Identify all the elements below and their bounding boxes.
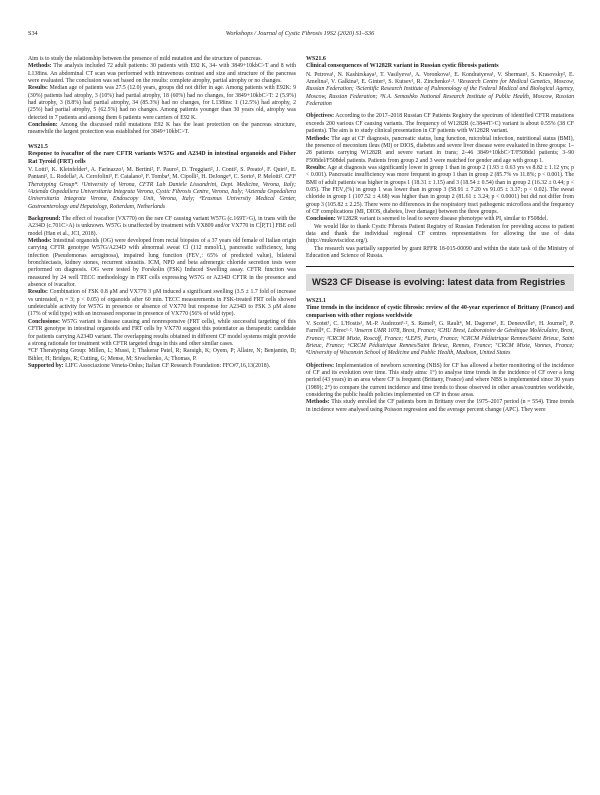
author-list: V. Lotti¹, K. Kleinfelder¹, A. Farinazzo¹, M. Bertini², F. Pauro², D. Treggiari², J. Conti², S. Preato¹, F. Quiri¹, E. Pantani², L. Rodella³, A. Cerofolini³, F. Catalano³, F. Tomba⁴, M. Cipolli², H. DeJonge⁴, C. Sorio¹, P. Melotti². <box>28 166 296 181</box>
objectives-paragraph <box>306 363 574 400</box>
background-paragraph <box>28 216 296 238</box>
conclusion-label: Conclusion: <box>28 122 58 129</box>
conclusion-text: W1282R variant is seemed to lead to severe disease phenotype with PI, similar to F508del. <box>337 216 548 223</box>
right-column <box>306 56 574 414</box>
supported-label: Supported by: <box>28 362 64 369</box>
background-label: Background: <box>28 216 61 222</box>
conclusion-paragraph <box>28 122 296 137</box>
left-column <box>28 56 296 370</box>
conclusion-text: Among the discussed mild mutations E92 K has the least protection on the pancreas structure, meanwhile the largest protection was established for 3849+10kbC>T. <box>28 122 296 136</box>
objectives-label: Objectives: <box>306 362 335 369</box>
abstract-id-ws231: WS23.1 <box>306 297 326 304</box>
theratyping-group: *CF Theratyping Group: Millen, L; Mussi, I; Thakerar Patel, R; Raraigh, K; Oyem, P; Allaire, N; Benjamin, D; Bihler, H; Bridges, R; Cutting, G; Mense, M; Sivachenko, A; Thomas, P. <box>28 348 296 362</box>
methods-paragraph <box>28 63 296 85</box>
results-paragraph <box>306 165 574 216</box>
conclusion-paragraph <box>306 216 574 223</box>
results-paragraph <box>28 289 296 318</box>
page-number: S34 <box>28 30 38 37</box>
methods-text: Intestinal organoids (OG) were developed from rectal biopsies of a 37 years old female of Italian origin carrying CFTR genotype W57G/A234D with abnormal sweat Cl (112 mmol/L), pancreatic sufficiency, lung infection (Pseudomonas aeruginosa), impaired lung function (FEV₁: 65% of predicted value), bilateral bronchiectasis, kidney stones, recurrent sinusitis. ICM, NPD and beta adrenergic chloride secretion tests were performed on diagnosis. OG were tested by Forskolin (FSK) Induced Swelling assay. CFTR function was measured by 24 well TECC methodology in FRT cells expressing W57G or A234D CFTR in the presence and absence of ivacaftor. <box>28 238 296 289</box>
abstract-title-ws231: Time trends in the incidence of cystic fibrosis: review of the 40-year experience of Brittany (France) and comparison with other regions worldwide <box>306 305 574 319</box>
methods-label: Methods: <box>306 135 330 142</box>
workshop-heading: WS23 CF Disease is evolving: latest data from Registries <box>312 276 566 288</box>
methods-text: The age at CF diagnosis, pancreatic status, lung function, microbial infection, nutritional status (BMI), the presence of meconium ileus (MI) or DIOS, diabetes and severe liver disease were evaluated in three groups: 1–28 patients carrying W1282R and severe variant in trans; 2–46 3849+10kbC>T/F508del patients; 3–90 F508del/F508del patients. Patients from group 2 and 3 were matched for gender and age with group 1. <box>306 135 574 164</box>
affiliations: ¹Research Centre for Medical Genetics, Moscow, Russian Federation; ²Scientific Research Institute of Pulmonology of the Federal Medical and Biological Agency, Moscow, Russian Federation; ³N.A. Semashko National Research Institute of Public Health, Moscow, Russian Federation <box>306 79 575 108</box>
supported-paragraph <box>28 363 296 370</box>
results-text: Median age of patients was 27.5 (12.0) years, groups did not differ in age. Among patients with E92K: 9 (30%) patients had atrophy, 3 (10%) had partial atrophy, 18 (60%) had no changes, for 3849+10kbC>T: 2 (5.9%) had atrophy, 3 (8.8%) had partial atrophy, 34 (85.3%) had no changes, for L138ins: 1 (12.5%) had atrophy, 2 (25%) had partial atrophy, 5 (62.5%) had no changes. Among patients younger than 30 years old, atrophy was detected in 7 patients and among them 6 patients were carriers of E92 K. <box>28 85 296 121</box>
section-divider <box>306 266 574 267</box>
methods-label: Methods: <box>28 238 52 245</box>
abstract-title-ws216: Clinical consequences of W1282R variant in Russian cystic fibrosis patients <box>306 63 499 70</box>
results-label: Results: <box>28 85 48 92</box>
authors-ws231 <box>306 321 574 358</box>
running-title: Workshops / Journal of Cystic Fibrosis 19S2 (2020) S1–S36 <box>225 30 375 37</box>
author-list: N. Petrova¹, N. Kashirskaya¹, T. Vasilyeva¹, A. Voronkova¹, E. Kondratyeva¹, V. Sherman¹, S. Krasovsky², E. Amelina², V. Galkina³, E. Ginter¹, S. Kutsev¹, R. Zinchenko¹·³. <box>306 71 574 86</box>
objectives-label: Objectives: <box>306 113 335 120</box>
results-paragraph <box>28 85 296 122</box>
methods-paragraph <box>306 399 574 414</box>
objectives-text: Implementation of newborn screening (NBS) for CF has allowed a better monitoring of the incidence of CF and its evolution over time. This study aims: 1°) to analyse time trends in the incidence of CF over a long period (43 years) in an area where CF is frequent (Brittany, France) and where NBS is implemented since 30 years (1989); 2°) to compare the current incidence and time trends to those observed in other areas/countries worldwide, considering the public health policies implemented on CF in those areas. <box>306 362 574 399</box>
results-label: Results: <box>306 164 326 171</box>
objectives-text: According to the 2017–2018 Russian CF Patients Registry the spectrum of identified CFTR mutations exceeds 200 various CF causing variants. The frequency of W1282R (c.3844T>C) variant is about 0.55% (38 CF patients). The aim is to study clinical presentation in CF patients with W1282R variant. <box>306 113 574 135</box>
supported-text: LIFC Associazione Veneta-Onlus; Italian CF Research Foundation: FFC#7,16,13(2018). <box>65 362 271 369</box>
authors-ws216 <box>306 72 574 109</box>
page-header <box>28 30 572 42</box>
methods-text: The analysis included 72 adult patients: 30 patients with E92 K, 34- with 3849+10kbC>T and 8 with L138ins. An abdominal CT scan was performed with intravenous contrast and size and structure of the pancreas were evaluated. The conclusion was set based on the results: complete atrophy, partial atrophy or no changes. <box>28 63 296 85</box>
affiliations: CFF Theratyping Group*. ¹University of Verona, CFTR Lab Daniele Lissandrini, Dept. Medicine, Verona, Italy; ²Azienda Ospedaliera Universitaria Integrata Verona, Cystic Fibrosis Centre, Verona, Italy; ³Azienda Ospedaliera Universitaria Integrata Verona, Endoscopy Unit, Verona, Italy; ⁴Erasmus University Medical Center, Gastroenterology and Hepatology, Rotterdam, Netherlands <box>28 174 296 210</box>
conclusions-label: Conclusions: <box>28 318 60 325</box>
workshop-heading-box <box>306 274 574 291</box>
abstract-title-ws215: Response to ivacaftor of the rare CFTR variants W57G and A234D in intestinal organoids and Fisher Rat Tyroid (FRT) cells <box>28 151 296 165</box>
results-text: Combination of FSK 0.8 μM and VX770 3 μM induced a significant swelling (3.5 ± 1.7 fold of increase vs untreated, n = 3; p < 0.05) of organoids after 60 min. TECC measurements in FSK-treated FRT cells showed undetectable activity for W57G in presence or absence of VX770 but response for A234D to FSK 3 μM alone (17% of wild type) with an increased response in presence of VX770 (56% of wild type). <box>28 289 296 318</box>
abstract-id-ws215: WS21.5 <box>28 143 48 150</box>
conclusions-text: W57G variant is disease causing and nonresponsive (FRT cells), while successful targeting of this CFTR genotype in intestinal organoids and FRT cells by VX770 suggest this potentiator as therapeutic candidate for patients carrying A234D variant. The overlapping results obtained in different CF model systems might provide a strong rationale for treatment with CFTR targeted drugs in this and other similar cases. <box>28 318 296 347</box>
affiliations: ¹Inserm UMR 1078, Brest, France; ²CHU Brest, Laboratoire de Génétique Moléculaire, Brest, France; ³CRCM Mixte, Roscoff, France; ⁴LEPS, Paris, France; ⁵CRCM Pédiatrique Rennes/Saint Brieuc, Saint Brieuc, France; ⁶CRCM Pédiatrique Rennes/Saint Brieuc, Rennes, France; ⁷CRCM Mixte, Vannes, France; ⁸University of Wisconsin School of Medicine and Public Health, Madison, United States <box>306 328 574 357</box>
methods-paragraph <box>306 136 574 165</box>
acknowledgement-paragraph: We would like to thank Cystic Fibrosis Patient Registry of Russian Federation for providing access to patient data and thank the individual regional CF centres representatives for allowing the use of data (http://mukoviscidoz.org/). <box>306 223 574 245</box>
conclusion-label: Conclusion: <box>306 216 336 223</box>
objectives-paragraph <box>306 113 574 135</box>
funding-paragraph: The research was partially supported by grant RFFR 18-015-00090 and within the state task of the Ministry of Education and Science of Russia. <box>306 245 574 259</box>
methods-text: This study enrolled the CF patients born in Brittany over the 1975–2017 period (n = 554). Time trends in incidence were analysed using Poisson regression and the average percent change (APC). They were <box>306 399 574 413</box>
background-text: The effect of ivacaftor (VX770) on the rare CF causing variant W57G (c.169T>G), in trans with the A234D (c.701C>A) is unknown. W57G is unaffected by treatment with VX809 and/or VX770 in C[P,T1] FBE cell model (Han et al., JCI, 2018). <box>28 216 296 237</box>
methods-paragraph <box>28 238 296 289</box>
abstract-id-ws216: WS21.6 <box>306 56 326 62</box>
intro-paragraph: Aim is to study the relationship between the presence of mild mutation and the structure of pancreas. <box>28 56 262 62</box>
author-list: V. Scotet¹, C. L'Hostis¹, M.-P. Audrezet¹·², S. Ramel³, G. Rault⁴, M. Dagorne⁵, E. Deneuville⁶, H. Journel⁷, P. Farrell⁸, C. Férec¹·². <box>306 321 574 335</box>
methods-label: Methods: <box>306 399 330 406</box>
methods-label: Methods: <box>28 63 52 70</box>
results-text: Age at diagnosis was significantly lower in group 1 than in group 2 (1.93 ± 0.63 yrs vs 8.82 ± 1.12 yrs; p < 0.001). Pancreatic insufficiency was more frequent in group 1 than in group 2 (85.7% vs 11.8%; p < 0.001). The BMI of adult patients was higher in groups 1 (18.31 ± 1.15) and 3 (18.54 ± 0.54) than in group 2 (16.32 ± 0.44; p < 0.05). The FEV₁(%) in group 1 was lower than in group 3 (58.91 ± 7.20 vs 91.05 ± 3.37; p < 0.02). The sweat chloride in group 1 (107.52 ± 4.68) was higher than in group 2 (81.61 ± 3.24; p < 0.0001) but did not differ from group 3 (105.82 ± 2.25). There were no differences in the respiratory tract pathogenic microflora and the frequency of CF complications (MI, DIOS, diabetes, liver damage) between the three groups. <box>306 164 574 215</box>
conclusions-paragraph <box>28 319 296 348</box>
results-label: Results: <box>28 289 48 296</box>
authors-ws215 <box>28 167 296 211</box>
